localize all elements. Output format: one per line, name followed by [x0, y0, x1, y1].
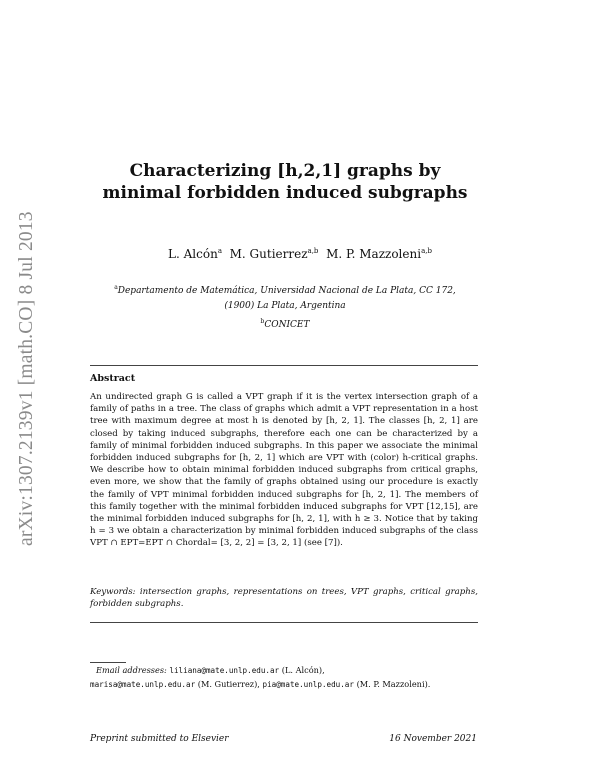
affil-b-text: CONICET — [264, 320, 310, 330]
footnote-rule — [90, 662, 126, 663]
email-owner: (M. P. Mazzoleni). — [356, 678, 431, 689]
author-list — [90, 247, 510, 261]
author-affil-mark: a,b — [421, 247, 432, 255]
footnote-label: Email addresses: — [96, 665, 167, 675]
email-link[interactable]: pia@mate.unlp.edu.ar — [262, 679, 354, 689]
author-name: M. Gutierrez — [229, 247, 308, 261]
abstract-top-rule — [90, 365, 478, 366]
preprint-date: 16 November 2021 — [389, 734, 477, 744]
abstract-bottom-rule — [90, 622, 478, 623]
affil-a-line1: Departamento de Matemática, Universidad Nacional de La Plata, CC 172, — [117, 286, 456, 296]
abstract-heading: Abstract — [90, 373, 136, 384]
author-name: L. Alcón — [168, 247, 218, 261]
affil-a-line2: (1900) La Plata, Argentina — [224, 301, 346, 311]
author-affil-mark: a — [217, 247, 222, 255]
author-name: M. P. Mazzoleni — [326, 247, 422, 261]
abstract-text: An undirected graph G is called a VPT graph if it is the vertex intersection graph of a family of paths in a tree. The class of graphs which admit a VPT representation in a host tree with maximum degree at most h is denoted by [h, 2, 1]. The classes [h, 2, 1] are closed by taking induced subgraphs, therefore each one can be characterized by a family of minimal forbidden induced subgraphs. In this paper we associate the minimal forbidden induced subgraphs for [h, 2, 1] which are VPT with (color) h-critical graphs. We describe how to obtain minimal forbidden induced subgraphs from critical graphs, even more, we show that the family of graphs obtained using our procedure is exactly the family of VPT minimal forbidden induced subgraphs for [h, 2, 1]. The members of this family together with the minimal forbidden induced subgraphs for VPT [12,15], are the minimal forbidden induced subgraphs for [h, 2, 1], with h ≥ 3. Notice that by taking h = 3 we obtain a characterization by minimal forbidden induced subgraphs of the class VPT ∩ EPT=EPT ∩ Chordal= [3, 2, 2] = [3, 2, 1] (see [7]). — [90, 392, 478, 549]
arxiv-stamp: arXiv:1307.2139v1 [math.CO] 8 Jul 2013 — [16, 211, 37, 547]
affil-mark-a: a — [114, 284, 118, 291]
email-owner: (M. Gutierrez), — [197, 678, 260, 689]
email-link[interactable]: liliana@mate.unlp.edu.ar — [169, 666, 280, 675]
email-owner: (L. Alcón), — [281, 665, 325, 675]
affil-mark-b: b — [260, 318, 265, 325]
affiliations — [90, 280, 480, 333]
author-affil-mark: a,b — [307, 247, 319, 255]
preprint-note: Preprint submitted to Elsevier — [90, 734, 229, 744]
paper-title: Characterizing [h,2,1] graphs by minimal forbidden induced subgraphs — [102, 161, 468, 203]
email-link[interactable]: marisa@mate.unlp.edu.ar — [90, 679, 196, 689]
email-footnote — [90, 664, 482, 691]
keywords: Keywords: intersection graphs, representations on trees, VPT graphs, critical graphs, forbidden subgraphs. — [90, 587, 478, 610]
